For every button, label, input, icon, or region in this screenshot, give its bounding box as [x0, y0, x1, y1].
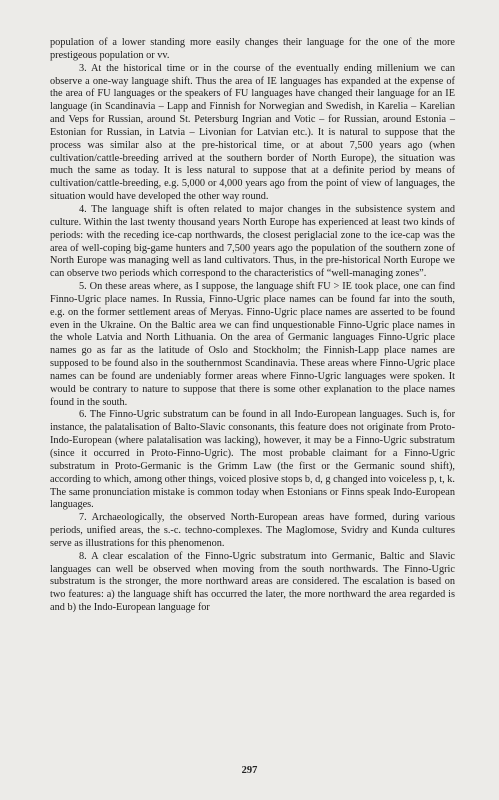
page-number: 297	[241, 765, 258, 776]
paragraph-3: 3. At the historical time or in the course of the eventually ending millenium we can observe a one-way language shift. Thus the area of IE languages has expanded at the expense of the area of FU languages or the speakers of FU languages have changed their language for an IE language (in Scandinavia – Lapp and Finnish for Norwegian and Swedish, in Karelia – Karelian and Veps for Russian, around St. Petersburg Ingrian and Votic – for Russian, around Estonia – Estonian for Russian, in Latvia – Livonian for Latvian etc.). It is natural to suppose that the process was similar also at the pre-historical time, or at about 7,500 years ago (when cultivation/cattle-breeding arrived at the southern border of North Europe), the situation was much the same as today. It is less natural to suppose that at a definite period by means of cultivation/cattle-breeding, e.g. 5,000 or 4,000 years ago from the point of view of languages, the situation would have developed the other way round.	[50, 62, 455, 203]
body-text	[50, 37, 455, 615]
paragraph-continuation: population of a lower standing more easily changes their language for the one of the more prestigeous population or vv.	[50, 37, 455, 61]
paragraph-4: 4. The language shift is often related to major changes in the subsistence system and culture. Within the last twenty thousand years North Europe has experienced at least two kinds of periods: with the receding ice-cap northwards, the closest periglacial zone to the ice-cap was the area of well-coping big-game hunters and 7,500 years ago the population of the southern zone of North Europe was managing well as land cultivators. Thus, in the pre-historical North Europe we can observe two periods which correspond to the characteristics of “well-managing zones”.	[50, 203, 455, 280]
paragraph-7: 7. Archaeologically, the observed North-European areas have formed, during various periods, unified areas, the s.-c. techno-complexes. The Maglomose, Svidry and Kunda cultures serve as illustrations for this phenomenon.	[50, 512, 455, 549]
paragraph-6: 6. The Finno-Ugric substratum can be found in all Indo-European languages. Such is, for instance, the palatalisation of Balto-Slavic consonants, this feature does not originate from Proto-Indo-European (where palatalisation was lacking), however, it may be a Finno-Ugric substratum (since it occurred in Proto-Finno-Ugric). The most probable claimant for a Finno-Ugric substratum in Proto-Germanic is the Grimm Law (the first or the Germanic sound shift), according to which, among other things, voiced plosive stops b, d, g changed into voiceless p, t, k. The same pronunciation mistake is common today when Estonians or Finns speak Indo-European languages.	[50, 409, 455, 511]
paragraph-5: 5. On these areas where, as I suppose, the language shift FU > IE took place, one can find Finno-Ugric place names. In Russia, Finno-Ugric place names can be found far into the south, e.g. on the former settlement areas of Meryas. Finno-Ugric place names are asserted to be found even in the Ukraine. On the Baltic area we can find unquestionable Finno-Ugric place names in the whole Latvia and North Lithuania. On the area of Germanic languages Finno-Ugric place names go as far as the latitude of Oslo and Stockholm; the Finnish-Lapp place names are supposed to be found also in the southernmost Scandinavia. These areas where Finno-Ugric place names can be found are undeniably former areas where Finno-Ugric languages were spoken. It would be contrary to nature to suppose that there is some other explanation to the place names found in the south.	[50, 281, 455, 408]
paragraph-8: 8. A clear escalation of the Finno-Ugric substratum into Germanic, Baltic and Slavic languages can well be observed when moving from the south northwards. The Finno-Ugric substratum is the stronger, the more northward areas are considered. The escalation is based on two features: a) the language shift has occurred the later, the more northward the area regarded is and b) the Indo-European language for	[50, 550, 455, 614]
